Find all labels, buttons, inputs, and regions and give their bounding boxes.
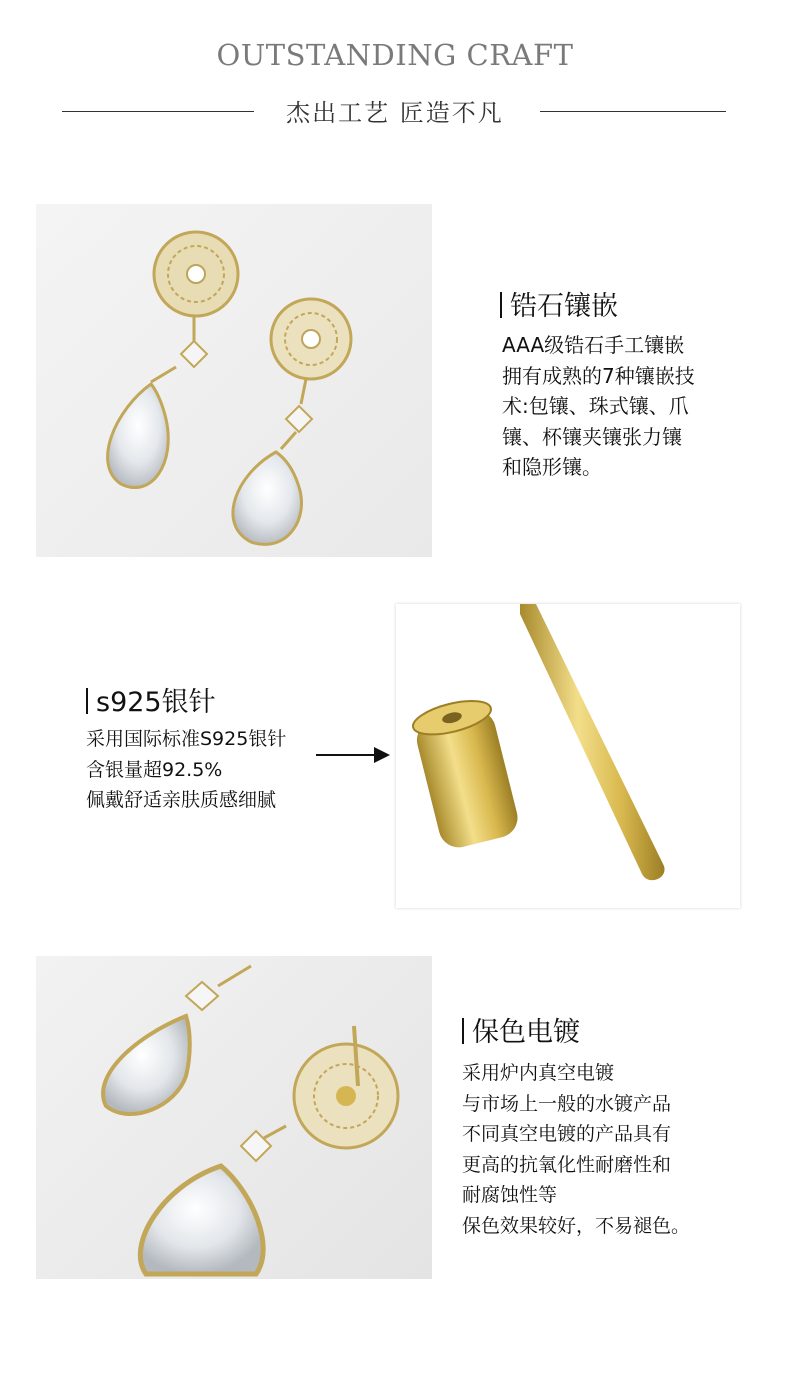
- body-line: 佩戴舒适亲肤质感细腻: [86, 789, 277, 811]
- body-line: 术:包镶、珠式镶、爪: [502, 394, 689, 418]
- body-line: AAA级锆石手工镶嵌: [502, 333, 685, 357]
- plating-photo: [36, 956, 432, 1279]
- page-title: OUTSTANDING CRAFT: [216, 38, 574, 72]
- pin-illustration: [396, 604, 740, 908]
- section-title-text: 锆石镶嵌: [510, 291, 618, 322]
- body-line: 保色效果较好，不易褪色。: [462, 1214, 691, 1237]
- body-line: 镶、杯镶夹镶张力镶: [502, 424, 682, 449]
- title-bar: [86, 688, 88, 714]
- section-title-text: s925银针: [96, 687, 216, 718]
- body-line: 与市场上一般的水镀产品: [462, 1092, 672, 1115]
- silver-pin-photo: [396, 604, 740, 908]
- arrow-right-icon: [316, 745, 392, 765]
- title-bar: [462, 1018, 464, 1044]
- section-title-silver-pin: [86, 680, 216, 719]
- page-subtitle: 杰出工艺 匠造不凡: [286, 99, 504, 127]
- plating-illustration: [36, 956, 432, 1279]
- body-line: 更高的抗氧化性耐磨性和: [462, 1153, 672, 1176]
- body-line: 采用炉内真空电镀: [462, 1062, 615, 1084]
- body-line: 含银量超92.5%: [86, 758, 223, 781]
- section-body-zircon: [502, 330, 695, 483]
- earrings-illustration: [36, 204, 432, 557]
- section-title-zircon: [500, 284, 618, 323]
- section-title-text: 保色电镀: [472, 1017, 580, 1048]
- section-body-plating: [462, 1058, 690, 1241]
- body-line: 耐腐蚀性等: [462, 1184, 558, 1206]
- body-line: 不同真空电镀的产品具有: [462, 1123, 672, 1145]
- body-line: 采用国际标准S925银针: [86, 728, 287, 750]
- body-line: 拥有成熟的7种镶嵌技: [502, 363, 695, 388]
- divider-right: [540, 111, 726, 112]
- body-line: 和隐形镶。: [502, 455, 602, 479]
- section-title-plating: [462, 1010, 580, 1049]
- earrings-photo: [36, 204, 432, 557]
- section-body-silver-pin: [86, 724, 286, 816]
- title-bar: [500, 292, 502, 318]
